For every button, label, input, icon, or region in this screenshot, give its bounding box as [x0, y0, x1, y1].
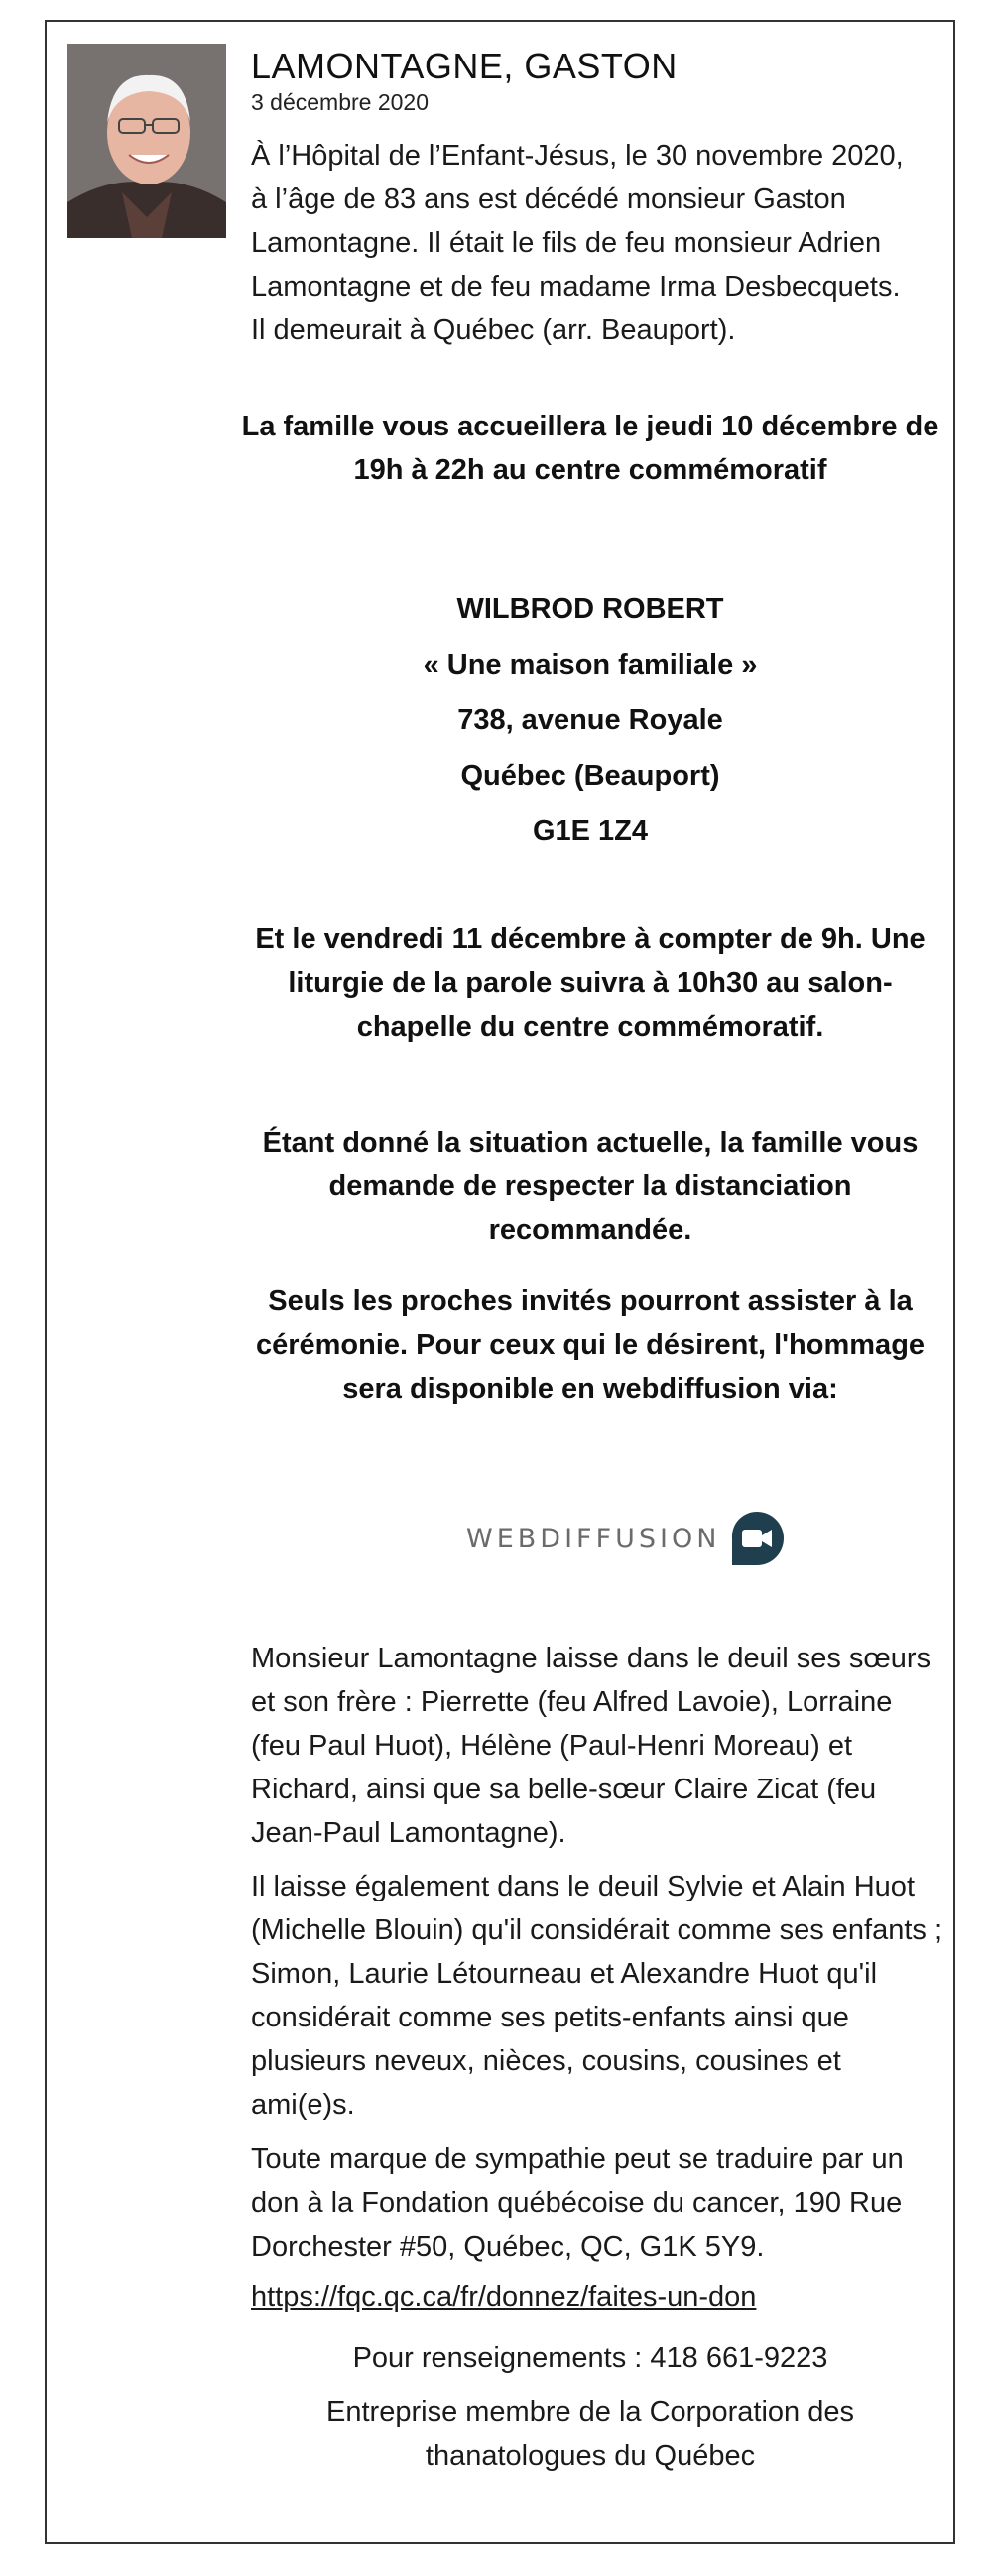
visitation-thursday: La famille vous accueillera le jeudi 10 décembre de 19h à 22h au centre commémoratif [241, 411, 939, 486]
webcast-logo-text: WEBDIFFUSION [466, 1523, 721, 1554]
funeral-home-postal: G1E 1Z4 [532, 815, 649, 847]
webcast-note: Seuls les proches invités pourront assister à la cérémonie. Pour ceux qui le désirent, l'hommage sera disponible en webdiffusion via: [255, 1286, 926, 1405]
contact-info: Pour renseignements : 418 661-9223 [352, 2342, 828, 2374]
funeral-home-street: 738, avenue Royale [457, 704, 723, 736]
webcast-logo[interactable] [466, 1508, 786, 1569]
deceased-name: LAMONTAGNE, GASTON [251, 46, 678, 86]
funeral-home-name: WILBROD ROBERT [456, 593, 724, 625]
publication-date: 3 décembre 2020 [251, 89, 430, 115]
family-paragraph-1: Monsieur Lamontagne laisse dans le deuil ses sœurs et son frère : Pierrette (feu Alfred Lavoie), Lorraine (feu Paul Huot), Hélène (Paul-Henri Moreau) et Richard, ainsi que sa belle-sœur Claire Zicat (feu Jean-Paul Lamontagne). [251, 1643, 931, 1849]
intro-paragraph: À l’Hôpital de l’Enfant-Jésus, le 30 novembre 2020, à l’âge de 83 ans est décédé monsieur Gaston Lamontagne. Il était le fils de feu monsieur Adrien Lamontagne et de feu madame Irma Desbecquets. Il demeurait à Québec (arr. Beauport). [251, 140, 904, 346]
membership-note: Entreprise membre de la Corporation des thanatologues du Québec [326, 2396, 854, 2472]
donation-paragraph: Toute marque de sympathie peut se traduire par un don à la Fondation québécoise du cancer, 190 Rue Dorchester #50, Québec, QC, G1K 5Y9. [251, 2144, 904, 2263]
family-paragraph-2: Il laisse également dans le deuil Sylvie et Alain Huot (Michelle Blouin) qu'il considérait comme ses enfants ; Simon, Laurie Létourneau et Alexandre Huot qu'il considérait comme ses petits-enfants ainsi que plusieurs neveux, nièces, cousins, cousines et ami(e)s. [251, 1871, 943, 2121]
portrait-photo [67, 44, 226, 238]
funeral-home-slogan: « Une maison familiale » [423, 649, 758, 680]
distancing-note: Étant donné la situation actuelle, la famille vous demande de respecter la distanciation recommandée. [262, 1127, 919, 1246]
donation-link[interactable]: https://fqc.qc.ca/fr/donnez/faites-un-don [251, 2281, 757, 2313]
video-camera-icon [728, 1510, 786, 1567]
visitation-friday: Et le vendredi 11 décembre à compter de 9h. Une liturgie de la parole suivra à 10h30 au salon-chapelle du centre commémoratif. [255, 923, 926, 1043]
funeral-home-city: Québec (Beauport) [460, 760, 720, 792]
